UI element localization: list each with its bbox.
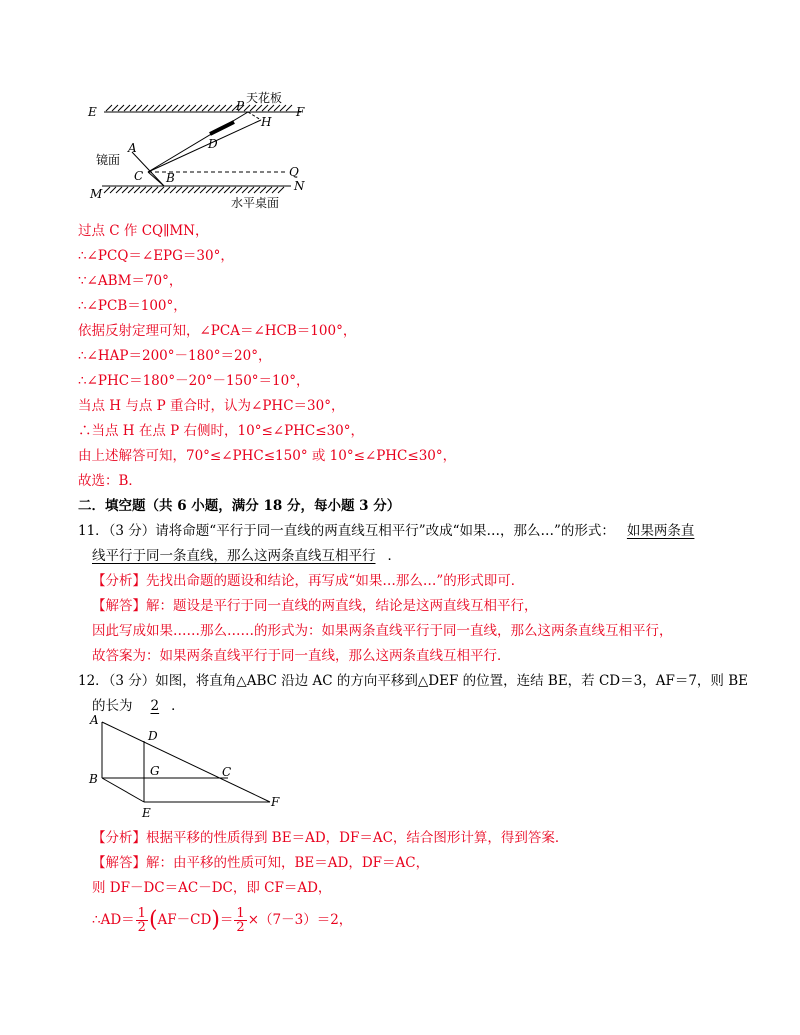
label-g: G — [150, 764, 160, 778]
q11-answer-part2: 线平行于同一条直线，那么这两条直线互相平行 — [92, 548, 376, 564]
c-to-b — [148, 172, 164, 186]
pointer-d — [210, 122, 234, 134]
q11-question-line2 — [92, 547, 401, 565]
q12-solution-text: 解：由平移的性质可知，BE＝AD，DF＝AC， — [146, 855, 430, 871]
solution-tag: 【解答】 — [92, 598, 146, 614]
label-a: A — [128, 141, 137, 155]
section-heading: 二．填空题（共 6 小题，满分 18 分，每小题 3 分） — [78, 498, 401, 514]
ph-dashed — [248, 112, 261, 120]
q10-solution-line: 当点 H 与点 P 重合时，认为∠PHC＝30°， — [78, 398, 345, 414]
paren-close: ) — [211, 907, 220, 933]
fraction-denominator: 2 — [137, 920, 146, 935]
q12-analysis-text: 根据平移的性质得到 BE＝AD，DF＝AC，结合图形计算，得到答案． — [146, 830, 569, 846]
segment-af — [102, 722, 270, 802]
analysis-tag: 【分析】 — [92, 830, 146, 846]
label-f: F — [271, 795, 280, 809]
therefore-symbol: ∴ — [92, 912, 101, 928]
q10-solution-line: ∴当点 H 在点 P 右侧时，10°≤∠PHC≤30°， — [78, 423, 364, 439]
q10-solution-line: 故选：B． — [78, 473, 142, 489]
q12-line-end: ． — [171, 698, 185, 714]
label-c: C — [222, 765, 232, 779]
q10-solution-line: ∴∠HAP＝200°－180°＝20°， — [78, 348, 272, 364]
q10-solution-line: 依据反射定理可知，∠PCA＝∠HCB＝100°， — [78, 323, 357, 339]
q12-solution — [92, 854, 429, 872]
q11-solution-line3: 故答案为：如果两条直线平行于同一直线，那么这两条直线互相平行． — [92, 648, 511, 664]
label-c: C — [134, 169, 144, 183]
ray-c-to-h — [148, 120, 261, 172]
label-e: E — [142, 806, 151, 820]
label-mirror: 镜面 — [96, 153, 121, 167]
label-h: H — [261, 115, 272, 129]
q11-stem: 11．（3 分）请将命题“平行于同一直线的两直线互相平行”改成“如果…，那么…”的形式： — [78, 523, 615, 539]
q10-solution-line: ∵∠ABM＝70°， — [78, 273, 183, 289]
label-table: 水平桌面 — [231, 196, 280, 210]
translation-figure — [88, 712, 288, 822]
q12-prefix: 的长为 — [92, 698, 133, 714]
ceiling-hatch — [106, 105, 292, 111]
formula-lhs: AD＝ — [100, 912, 135, 928]
q10-solution-line: 过点 C 作 CQ∥MN， — [78, 223, 209, 239]
fraction-numerator: 1 — [236, 906, 245, 921]
fraction-half — [136, 907, 148, 934]
q11-solution-line2: 因此写成如果……那么……的形式为：如果两条直线平行于同一直线，那么这两条直线互相平行， — [92, 623, 673, 639]
q10-solution-line: 由上述解答可知，70°≤∠PHC≤150° 或 10°≤∠PHC≤30°， — [78, 448, 457, 464]
q11-solution — [92, 597, 538, 615]
analysis-tag: 【分析】 — [92, 573, 146, 589]
label-b: B — [166, 171, 175, 185]
mirror-ceiling-figure — [86, 90, 316, 212]
label-e: E — [88, 105, 97, 119]
label-d: D — [208, 137, 218, 151]
segment-be — [102, 778, 144, 802]
fraction-numerator: 1 — [137, 906, 146, 921]
q10-solution-line: ∴∠PCB＝100°， — [78, 298, 187, 314]
q10-solution-line: ∴∠PHC＝180°－20°－150°＝10°， — [78, 373, 310, 389]
q12-analysis — [92, 829, 568, 847]
q10-solution-line: ∴∠PCQ＝∠EPG＝30°， — [78, 248, 234, 264]
q11-answer-part1: 如果两条直 — [626, 523, 695, 539]
label-n: N — [294, 179, 305, 193]
q11-analysis — [92, 572, 524, 590]
q12-answer: 2 — [150, 698, 160, 714]
label-d: D — [148, 729, 158, 743]
fraction-half — [234, 907, 246, 934]
q12-solution-line2: 则 DF－DC＝AC－DC，即 CF＝AD， — [92, 880, 332, 896]
label-p: P — [236, 99, 245, 113]
formula-inner: AF－CD — [157, 912, 212, 928]
q12-formula — [92, 903, 352, 938]
label-ceiling: 天花板 — [246, 91, 283, 105]
paren-open: ( — [148, 907, 158, 933]
label-b: B — [89, 772, 98, 786]
label-a: A — [90, 713, 99, 727]
label-q: Q — [289, 165, 299, 179]
q11-line-end: ． — [387, 548, 401, 564]
q11-analysis-text: 先找出命题的题设和结论，再写成“如果…那么…”的形式即可． — [146, 573, 525, 589]
q12-question-line1: 12．（3 分）如图，将直角△ABC 沿边 AC 的方向平移到△DEF 的位置，连结 BE，若 CD＝3，AF＝7，则 BE — [78, 673, 748, 689]
solution-tag: 【解答】 — [92, 855, 146, 871]
q11-solution-text: 解：题设是平行于同一直线的两直线，结论是这两直线互相平行， — [146, 598, 538, 614]
formula-eq: ＝ — [219, 912, 234, 928]
table-hatch — [104, 187, 284, 193]
label-m: M — [90, 187, 103, 201]
label-f: F — [296, 105, 305, 119]
fraction-denominator: 2 — [236, 920, 245, 935]
q11-question-line1 — [78, 522, 694, 540]
formula-rest: ×（7－3）＝2， — [247, 912, 353, 928]
